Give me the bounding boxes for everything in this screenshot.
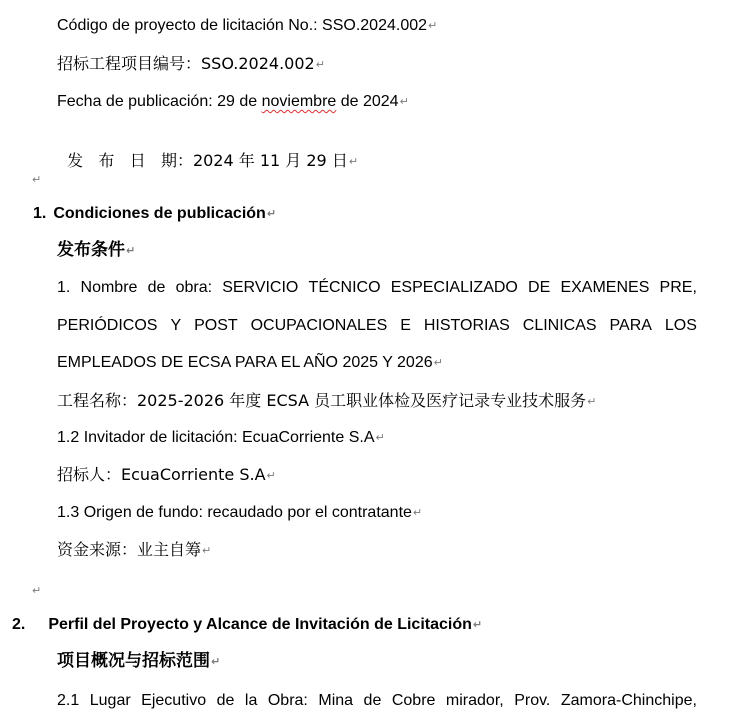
word: Y xyxy=(170,317,182,334)
paragraph-mark: ↵ xyxy=(348,155,359,168)
section-1-title-cn: 发布条件 xyxy=(57,240,125,260)
word: obra: xyxy=(175,279,213,296)
word: E xyxy=(400,317,411,334)
section-2-heading-cn xyxy=(57,650,220,673)
word: SERVICIO xyxy=(222,279,299,296)
publication-date-cn xyxy=(57,128,358,173)
work-name-line-3-text: EMPLEADOS DE ECSA PARA EL AÑO 2025 Y 2026 xyxy=(57,354,433,371)
word: ESPECIALIZADO xyxy=(390,279,518,296)
paragraph-mark: ↵ xyxy=(472,619,483,631)
empty-paragraph xyxy=(32,168,41,191)
work-location-line-1 xyxy=(57,690,697,712)
paragraph-mark: ↵ xyxy=(433,357,443,369)
paragraph-mark: ↵ xyxy=(412,507,423,519)
inviter-cn-text: 招标人：EcuaCorriente S.A xyxy=(57,465,266,484)
project-code-cn xyxy=(57,53,325,76)
fund-origin-es xyxy=(57,502,422,524)
work-name-line-2 xyxy=(57,315,697,337)
word: Ejecutivo xyxy=(141,692,207,709)
word: EXAMENES xyxy=(560,279,650,296)
paragraph-mark: ↵ xyxy=(202,544,212,557)
fund-origin-cn-text: 资金来源：业主自筹 xyxy=(57,540,202,559)
word: HISTORIAS xyxy=(423,317,510,334)
work-name-line-1 xyxy=(57,277,697,299)
section-1-heading-cn xyxy=(57,239,135,262)
paragraph-mark: ↵ xyxy=(126,244,136,257)
project-code-es-text: Código de proyecto de licitación No.: SSO.2024.002 xyxy=(57,17,428,34)
word: 2.1 xyxy=(57,692,80,709)
work-name-cn xyxy=(57,390,596,413)
word: OCUPACIONALES xyxy=(250,317,388,334)
section-1-heading xyxy=(33,203,276,225)
project-code-cn-text: 招标工程项目编号：SSO.2024.002 xyxy=(57,54,315,73)
word: PARA xyxy=(609,317,652,334)
section-1-number: 1. xyxy=(33,205,47,222)
word: Prov. xyxy=(514,692,551,709)
fund-origin-cn xyxy=(57,539,211,562)
section-2-heading xyxy=(12,614,482,636)
work-name-cn-text: 工程名称：2025-2026 年度 ECSA 员工职业体检及医疗记录专业技术服务 xyxy=(57,391,587,410)
fund-origin-es-text: 1.3 Origen de fundo: recaudado por el contratante xyxy=(57,504,412,521)
word: Cobre xyxy=(391,692,436,709)
word: DE xyxy=(528,279,551,296)
section-2-title-cn: 项目概况与招标范围 xyxy=(57,651,210,671)
word: de xyxy=(147,279,166,296)
word: POST xyxy=(194,317,238,334)
word: LOS xyxy=(664,317,697,334)
inviter-es-text: 1.2 Invitador de licitación: EcuaCorriente S.A xyxy=(57,429,375,446)
paragraph-mark: ↵ xyxy=(315,58,325,71)
word: Obra: xyxy=(267,692,308,709)
word: PERIÓDICOS xyxy=(57,317,158,334)
publication-date-es xyxy=(57,91,409,113)
publication-date-month: noviembre xyxy=(261,93,337,110)
publication-date-prefix: Fecha de publicación: 29 de xyxy=(57,93,262,110)
word: de xyxy=(363,692,382,709)
word: 1. xyxy=(57,279,71,296)
word: Lugar xyxy=(89,692,131,709)
inviter-es xyxy=(57,427,385,449)
paragraph-mark: ↵ xyxy=(211,655,221,668)
word: Nombre xyxy=(80,279,138,296)
word: Zamora-Chinchipe, xyxy=(560,692,697,709)
word: CLINICAS xyxy=(522,317,597,334)
section-1-title-es: Condiciones de publicación xyxy=(53,205,266,222)
word: TÉCNICO xyxy=(308,279,381,296)
work-name-line-3 xyxy=(57,352,443,374)
paragraph-mark: ↵ xyxy=(32,585,42,597)
section-2-number: 2. xyxy=(12,616,26,633)
paragraph-mark: ↵ xyxy=(399,96,409,108)
paragraph-mark: ↵ xyxy=(428,20,438,32)
section-2-title-es: Perfil del Proyecto y Alcance de Invitación de Licitación xyxy=(48,616,472,633)
paragraph-mark: ↵ xyxy=(266,208,277,220)
paragraph-mark: ↵ xyxy=(32,174,42,186)
paragraph-mark: ↵ xyxy=(266,469,276,482)
paragraph-mark: ↵ xyxy=(375,432,385,444)
word: Mina xyxy=(318,692,354,709)
empty-paragraph xyxy=(32,579,41,602)
paragraph-mark: ↵ xyxy=(587,395,597,408)
word: de xyxy=(216,692,235,709)
inviter-cn xyxy=(57,464,276,487)
word: mirador, xyxy=(445,692,504,709)
publication-date-cn-text: 发 布 日 期：2024 年 11 月 29 日 xyxy=(67,151,348,170)
project-code-es xyxy=(57,15,437,37)
publication-date-suffix: de 2024 xyxy=(336,93,399,110)
word: la xyxy=(244,692,258,709)
word: PRE, xyxy=(659,279,697,296)
